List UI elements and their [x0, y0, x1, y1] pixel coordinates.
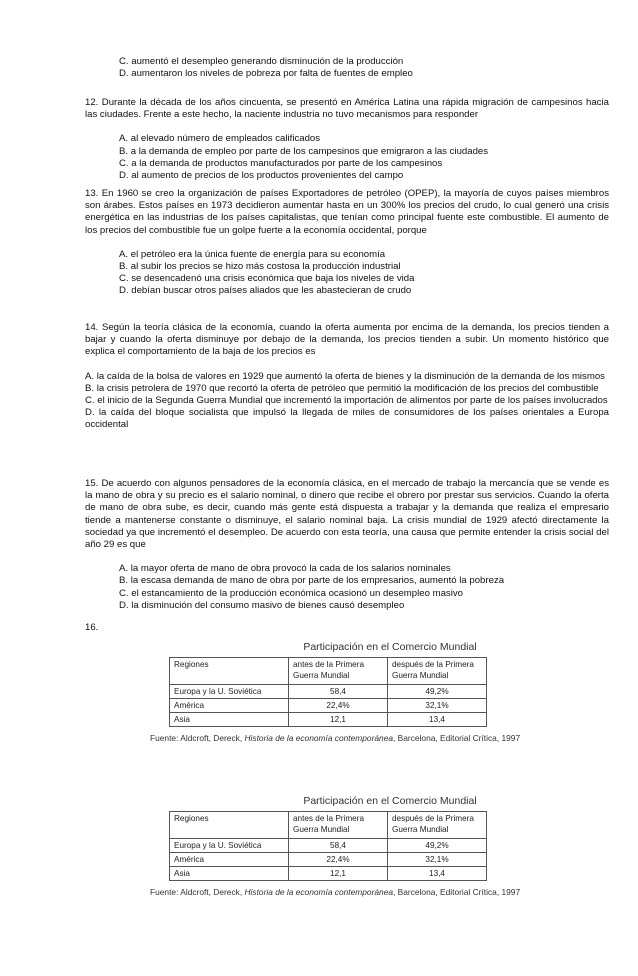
- table-row: [170, 867, 487, 881]
- question-12: [85, 97, 609, 182]
- data-table: [169, 811, 487, 881]
- value-cell: 22,4%: [289, 853, 388, 867]
- table-source: [150, 886, 560, 898]
- table-row: [170, 685, 487, 699]
- table-row: [170, 839, 487, 853]
- source-suffix: , Barcelona, Editorial Crítica, 1997: [393, 733, 521, 744]
- region-cell: Europa y la U. Soviética: [170, 685, 289, 699]
- option-d: D. debían buscar otros países aliados que les abastecieran de crudo: [119, 285, 412, 297]
- question-stem: 15. De acuerdo con algunos pensadores de la economía clásica, en el mercado de trabajo la mercancía que se vende es la mano de obra y su precio es el salario nominal, o dinero que recibe el obrero por prestar sus servicios. Cuando la oferta de mano de obra sube, es decir, cuando más gente está dispuesta a trabajar y la demanda que realiza el empresario tiende a mantenerse constante o disminuye, el salario nominal baja. La crisis mundial de 1929 afectó directamente la sociedad ya que incrementó el desempleo. De acuerdo con esta teoría, una causa que permite entender la crisis social del año 29 es que: [85, 478, 609, 551]
- table-source: [150, 732, 560, 744]
- option-d: D. aumentaron los niveles de pobreza por falta de fuentes de empleo: [119, 68, 413, 80]
- option-c: C. a la demanda de productos manufacturados por parte de los campesinos: [119, 157, 443, 169]
- trade-table-1: [150, 641, 560, 744]
- option-c: C. el inicio de la Segunda Guerra Mundial que incrementó la importación de alimentos por parte de los países involucrados: [85, 395, 608, 407]
- option-a: A. el petróleo era la única fuente de energía para su economía: [119, 248, 386, 260]
- question-14: [85, 322, 609, 432]
- value-cell: 13,4: [388, 713, 487, 727]
- value-cell: 58,4: [289, 839, 388, 853]
- table-row: [170, 713, 487, 727]
- question-13: [85, 188, 609, 298]
- source-book-title: Historia de la economía contemporánea: [244, 887, 394, 898]
- option-d: D. la disminución del consumo masivo de bienes causó desempleo: [119, 599, 405, 611]
- table-row: [170, 699, 487, 713]
- data-table: [169, 657, 487, 727]
- question-15: [85, 478, 609, 612]
- value-cell: 12,1: [289, 713, 388, 727]
- header-cell: después de la Primera Guerra Mundial: [388, 812, 487, 839]
- table-row: [170, 853, 487, 867]
- option-c: C. el estancamiento de la producción económica ocasionó un desempleo masivo: [119, 587, 463, 599]
- value-cell: 32,1%: [388, 853, 487, 867]
- region-cell: Asia: [170, 867, 289, 881]
- value-cell: 12,1: [289, 867, 388, 881]
- option-c: C. se desencadenó una crisis económica que baja los niveles de vida: [119, 273, 415, 285]
- option-a: A. al elevado número de empleados calificados: [119, 133, 321, 145]
- option-b: B. la crisis petrolera de 1970 que recortó la oferta de petróleo que permitió la modificación de los precios del combustible: [85, 382, 599, 394]
- option-b: B. la escasa demanda de mano de obra por parte de los empresarios, aumentó la pobreza: [119, 575, 505, 587]
- value-cell: 58,4: [289, 685, 388, 699]
- source-prefix: Fuente: Aldcroft, Dereck,: [150, 733, 245, 744]
- value-cell: 49,2%: [388, 839, 487, 853]
- header-cell: Regiones: [170, 658, 289, 685]
- option-d: D. al aumento de precios de los productos provenientes del campo: [119, 170, 404, 182]
- region-cell: Asia: [170, 713, 289, 727]
- header-cell: antes de la Primera Guerra Mundial: [289, 812, 388, 839]
- option-d: D. la caída del bloque socialista que impulsó la llegada de miles de consumidores de los países orientales a Europa occidental: [85, 407, 609, 431]
- value-cell: 32,1%: [388, 699, 487, 713]
- value-cell: 13,4: [388, 867, 487, 881]
- table-title: Participación en el Comercio Mundial: [303, 795, 477, 807]
- question-16: [85, 622, 609, 634]
- question-stem: 14. Según la teoría clásica de la economía, cuando la oferta aumenta por encima de la demanda, los precios tienden a bajar y cuando la oferta disminuye por debajo de la demanda, los precios tienden a subir. Un momento histórico que explica el comportamiento de la baja de los precios es: [85, 322, 609, 358]
- value-cell: 49,2%: [388, 685, 487, 699]
- question-stem: 13. En 1960 se creo la organización de países Exportadores de petróleo (OPEP), la mayoría de cuyos países miembros son árabes. Estos países en 1973 decidieron aumentar hasta en un 300% los precios del crudo, lo cual generó una crisis energética en las industrias de los países capitalistas, que tenían como principal fuente este combustible. El aumento de los precios del combustible fue un golpe fuerte a la economía occidental, porque: [85, 188, 609, 236]
- source-prefix: Fuente: Aldcroft, Dereck,: [150, 887, 245, 898]
- option-b: B. a la demanda de empleo por parte de los campesinos que emigraron a las ciudades: [119, 145, 489, 157]
- region-cell: América: [170, 853, 289, 867]
- trade-table-2: [150, 795, 560, 898]
- question-11-options: [85, 56, 609, 80]
- header-cell: después de la Primera Guerra Mundial: [388, 658, 487, 685]
- region-cell: América: [170, 699, 289, 713]
- source-suffix: , Barcelona, Editorial Crítica, 1997: [393, 887, 521, 898]
- region-cell: Europa y la U. Soviética: [170, 839, 289, 853]
- header-cell: antes de la Primera Guerra Mundial: [289, 658, 388, 685]
- value-cell: 22,4%: [289, 699, 388, 713]
- option-b: B. al subir los precios se hizo más costosa la producción industrial: [119, 261, 401, 273]
- option-a: A. la mayor oferta de mano de obra provocó la cada de los salarios nominales: [119, 563, 451, 575]
- option-a: A. la caída de la bolsa de valores en 1929 que aumentó la oferta de bienes y la disminución de la demanda de los mismos: [85, 370, 605, 382]
- option-c: C. aumentó el desempleo generando disminución de la producción: [119, 56, 404, 67]
- header-cell: Regiones: [170, 812, 289, 839]
- table-title: Participación en el Comercio Mundial: [303, 641, 477, 653]
- source-book-title: Historia de la economía contemporánea: [244, 733, 394, 744]
- table-header-row: [170, 812, 487, 839]
- question-stem: 12. Durante la década de los años cincuenta, se presentó en América Latina una rápida migración de campesinos hacia las ciudades. Frente a este hecho, la naciente industria no tuvo mecanismos para responder: [85, 97, 609, 121]
- question-number: 16.: [85, 622, 99, 633]
- table-header-row: [170, 658, 487, 685]
